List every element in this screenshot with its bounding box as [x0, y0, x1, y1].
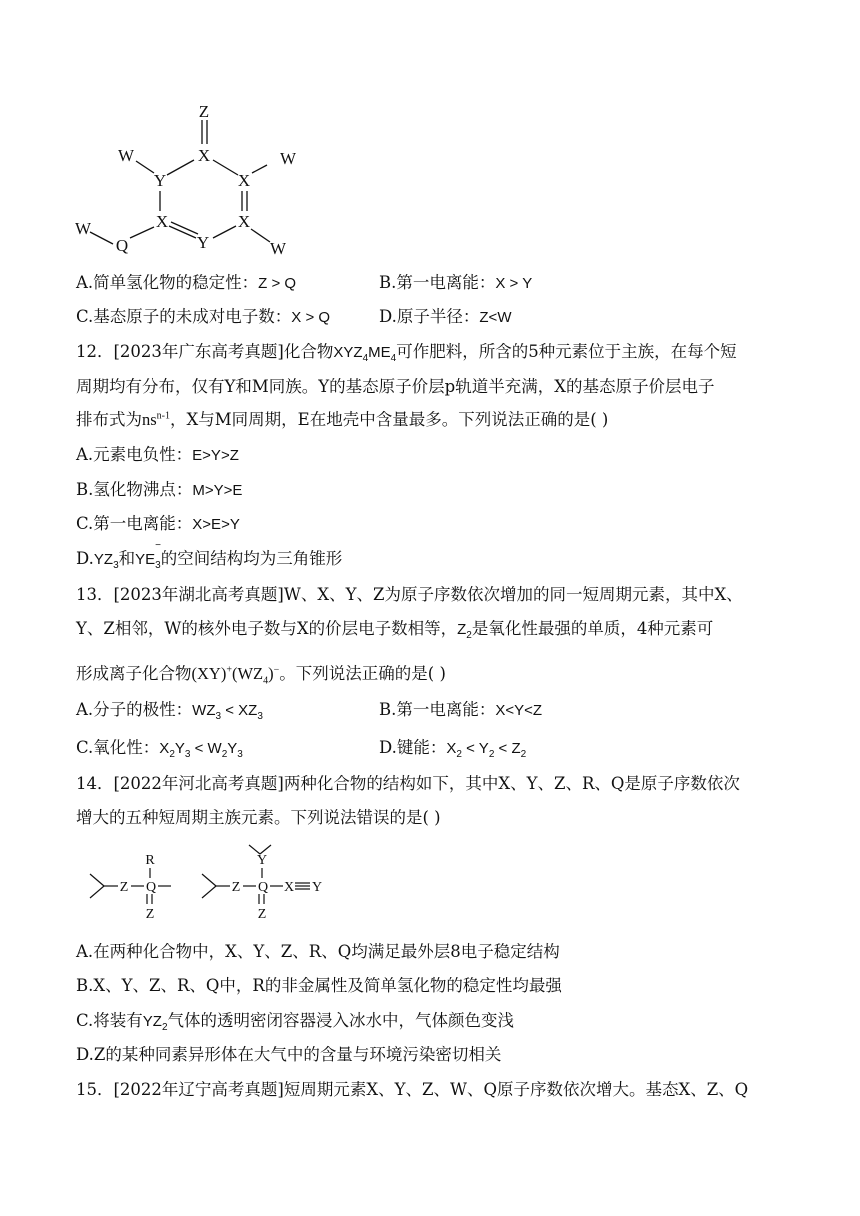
atom-Q: Q: [257, 880, 269, 895]
atom-Y: Y: [256, 853, 268, 868]
atom-X: X: [283, 880, 295, 895]
q11-option-c: C.基态原子的未成对电子数：X > Q: [76, 307, 331, 326]
q12-option-b: B.氢化物沸点：M>Y>E: [76, 480, 243, 499]
formula-ns-n-1: $ns^{n-1}$: [142, 410, 171, 429]
atom-Z: Z: [231, 880, 241, 895]
q14-number: 14．: [76, 774, 114, 793]
q15-line-1: 15．[2022年辽宁高考真题]短周期元素X、Y、Z、W、Q原子序数依次增大。基态X、Z、Q: [76, 1080, 749, 1099]
q12-option-c: C.第一电离能：X>E>Y: [76, 514, 240, 533]
atom-X-top: X: [197, 146, 211, 165]
q14-line-1: 14．[2022年河北高考真题]两种化合物的结构如下，其中X、Y、Z、R、Q是原子序数依次: [76, 774, 740, 793]
q13-option-c: C.氧化性：$X_2Y_3 < W_2Y_3$: [76, 738, 243, 760]
q11-option-d: D.原子半径：Z<W: [379, 307, 512, 326]
atom-W-left-top: W: [117, 146, 135, 165]
atom-Q: Q: [145, 880, 157, 895]
atom-X-right-bottom: X: [237, 212, 251, 231]
q12-number: 12．: [76, 342, 114, 361]
formula-xyz4me4: $XYZ_4ME_4$: [333, 344, 397, 364]
atom-R: R: [145, 853, 155, 868]
atom-Z: Z: [119, 880, 129, 895]
q13-option-a: A.分子的极性：$WZ_3 < XZ_3$: [76, 700, 263, 722]
q12-line-2: 周期均有分布，仅有Y和M同族。Y的基态原子价层p轨道半充满，X的基态原子价层电子: [76, 377, 715, 396]
atom-Z: Z: [257, 907, 267, 922]
q13-line-2: Y、Z相邻，W的核外电子数与X的价层电子数相等，$Z_2$是氧化性最强的单质，4种元素可: [76, 619, 714, 641]
atom-Y-left: Y: [153, 171, 167, 190]
atom-Z: Z: [198, 102, 210, 121]
atom-W-right-bottom: W: [269, 239, 287, 258]
q12-source: [2023年广东高考真题]: [113, 342, 284, 361]
q13-line-1: 13．[2023年湖北高考真题]W、X、Y、Z为原子序数依次增加的同一短周期元素，其中X、: [76, 585, 743, 604]
q12-line-3: 排布式为$ns^{n-1}$，X与M同周期，E在地壳中含量最多。下列说法正确的是( ): [76, 410, 609, 429]
q15-source: [2022年辽宁高考真题]: [113, 1080, 284, 1099]
formula-z2: $Z_2$: [457, 621, 472, 641]
atom-W-left-bottom: W: [74, 219, 92, 238]
atom-W-right-top: W: [279, 149, 297, 168]
q11-option-b: B.第一电离能：X > Y: [379, 273, 533, 292]
q14-option-a: A.在两种化合物中，X、Y、Z、R、Q均满足最外层8电子稳定结构: [76, 942, 560, 961]
ring-structure-diagram: [70, 98, 310, 260]
q14-option-d: D.Z的某种同素异形体在大气中的含量与环境污染密切相关: [76, 1045, 502, 1064]
q13-line-3: 形成离子化合物$(XY)^+(WZ_4)^-$。下列说法正确的是( ): [76, 664, 446, 687]
q14-option-b: B.X、Y、Z、R、Q中，R的非金属性及简单氢化物的稳定性均最强: [76, 976, 562, 995]
two-compounds-diagram: [84, 840, 344, 930]
q14-option-c: C.将装有$YZ_2$气体的透明密闭容器浸入冰水中，气体颜色变浅: [76, 1011, 515, 1033]
q12-line-1: 12．[2023年广东高考真题]化合物$XYZ_4ME_4$可作肥料，所含的5种元素位于主族，在每个短: [76, 342, 737, 364]
atom-X-right-top: X: [237, 171, 251, 190]
q13-option-b: B.第一电离能：X<Y<Z: [379, 700, 543, 719]
formula-ye3-minus: YE $_{- 3}$: [135, 540, 161, 571]
q15-number: 15．: [76, 1080, 114, 1099]
atom-Z: Z: [145, 907, 155, 922]
q13-number: 13．: [76, 585, 114, 604]
atom-X-left-bottom: X: [155, 212, 169, 231]
atom-Y-bottom: Y: [196, 233, 210, 252]
q14-line-2: 增大的五种短周期主族元素。下列说法错误的是( ): [76, 808, 441, 827]
formula-ionic: $(XY)^+(WZ_4)^-$: [191, 664, 280, 687]
atom-Q: Q: [115, 236, 129, 255]
q12-option-a: A.元素电负性：E>Y>Z: [76, 445, 239, 464]
q12-option-d: $D.YZ_3$和YE $_{- 3}$的空间结构均为三角锥形: [76, 540, 343, 571]
q13-source: [2023年湖北高考真题]: [113, 585, 284, 604]
formula-yz2: $YZ_2$: [142, 1013, 168, 1033]
q13-option-d: D.键能：$X_2 < Y_2 < Z_2$: [379, 738, 527, 760]
formula-yz3: $YZ_3$: [93, 551, 119, 571]
atom-Y: Y: [311, 880, 323, 895]
q11-option-a: A.简单氢化物的稳定性：Z > Q: [76, 273, 297, 292]
q14-source: [2022年河北高考真题]: [113, 774, 284, 793]
